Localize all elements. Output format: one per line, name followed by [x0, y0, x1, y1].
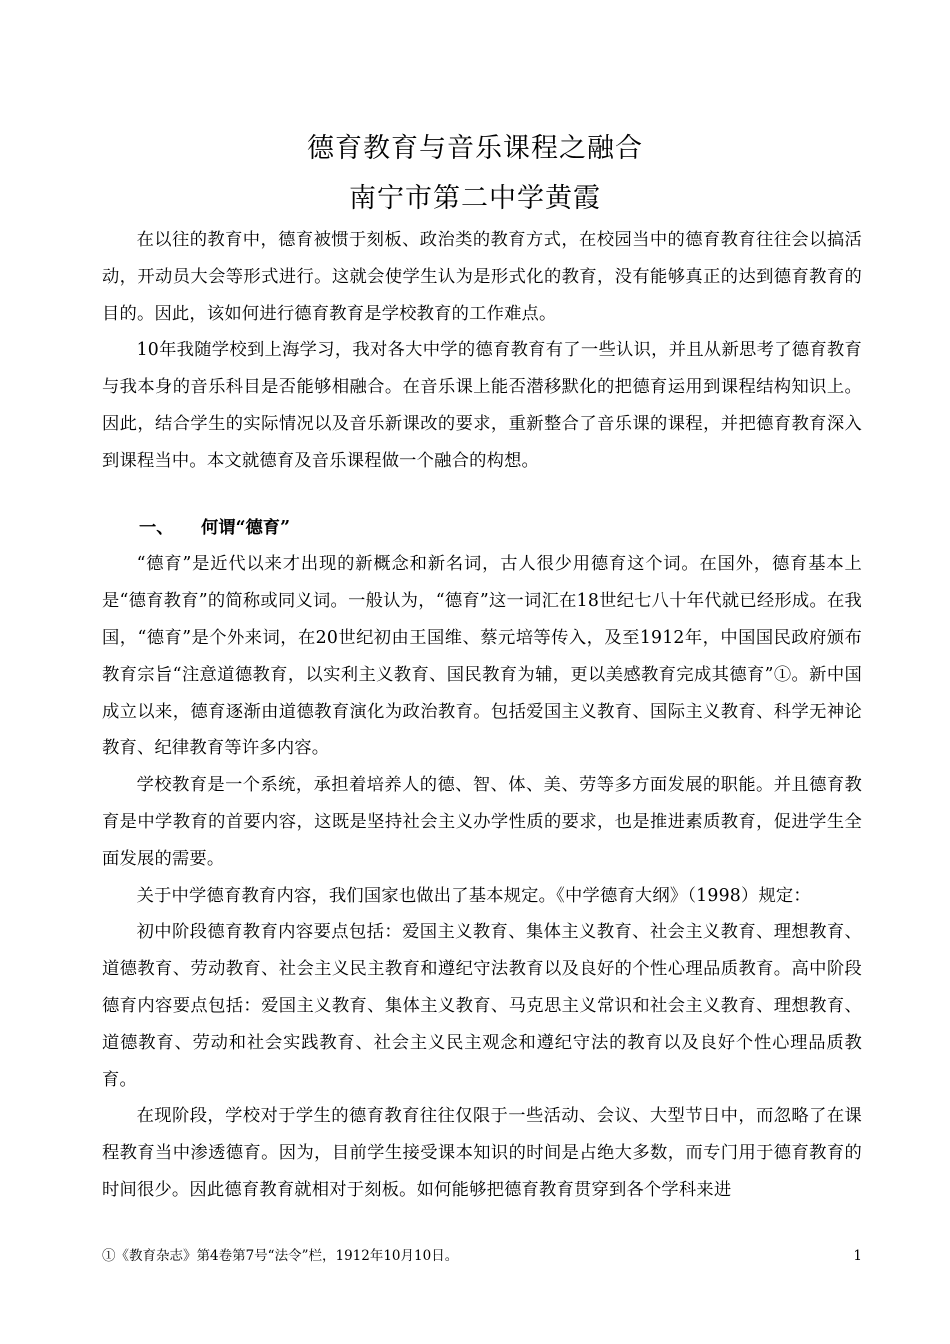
footer	[102, 1247, 862, 1265]
paragraph: “德育”是近代以来才出现的新概念和新名词，古人很少用德育这个词。在国外，德育基本上是“德育教育”的简称或同义词。一般认为，“德育”这一词汇在18世纪七八十年代就已经形成。在我国，“德育”是个外来词，在20世纪初由王国维、蔡元培等传入，及至1912年，中国国民政府颁布教育宗旨“注意道德教育，以实利主义教育、国民教育为辅，更以美感教育完成其德育”①。新中国成立以来，德育逐渐由道德教育演化为政治教育。包括爱国主义教育、国际主义教育、科学无神论教育、纪律教育等许多内容。	[102, 554, 862, 759]
footnote: ①《教育杂志》第4卷第7号“法令”栏，1912年10月10日。	[102, 1248, 459, 1264]
section-number: 一、	[139, 517, 174, 538]
section-spacer	[102, 480, 862, 510]
section-title: 何谓“德育”	[201, 517, 291, 538]
page-number: 1	[853, 1248, 862, 1264]
document-title: 德育教育与音乐课程之融合	[307, 133, 643, 164]
author-line: 南宁市第二中学黄霞	[349, 183, 601, 214]
paragraph: 关于中学德育教育内容，我们国家也做出了基本规定。《中学德育大纲》（1998）规定：	[136, 885, 811, 906]
section-heading	[102, 510, 862, 547]
paragraph: 初中阶段德育教育内容要点包括：爱国主义教育、集体主义教育、社会主义教育、理想教育、道德教育、劳动教育、社会主义民主教育和遵纪守法教育以及良好的个性心理品质教育。高中阶段德育内容要点包括：爱国主义教育、集体主义教育、马克思主义常识和社会主义教育、理想教育、道德教育、劳动和社会实践教育、社会主义民主观念和遵纪守法的教育以及良好个性心理品质教育。	[102, 922, 862, 1090]
paragraph: 10年我随学校到上海学习，我对各大中学的德育教育有了一些认识，并且从新思考了德育教育与我本身的音乐科目是否能够相融合。在音乐课上能否潜移默化的把德育运用到课程结构知识上。因此，结合学生的实际情况以及音乐新课改的要求，重新整合了音乐课的课程，并把德育教育深入到课程当中。本文就德育及音乐课程做一个融合的构想。	[102, 340, 862, 471]
paragraph: 在现阶段，学校对于学生的德育教育往往仅限于一些活动、会议、大型节日中，而忽略了在课程教育当中渗透德育。因为，目前学生接受课本知识的时间是占绝大多数，而专门用于德育教育的时间很少。因此德育教育就相对于刻板。如何能够把德育教育贯穿到各个学科来进	[102, 1106, 862, 1200]
paragraph: 在以往的教育中，德育被惯于刻板、政治类的教育方式，在校园当中的德育教育往往会以搞活动，开动员大会等形式进行。这就会使学生认为是形式化的教育，没有能够真正的达到德育教育的目的。因此，该如何进行德育教育是学校教育的工作难点。	[102, 230, 862, 324]
paragraph: 学校教育是一个系统，承担着培养人的德、智、体、美、劳等多方面发展的职能。并且德育教育是中学教育的首要内容，这既是坚持社会主义办学性质的要求，也是推进素质教育，促进学生全面发展的需要。	[102, 775, 862, 869]
document-body	[102, 222, 862, 1209]
